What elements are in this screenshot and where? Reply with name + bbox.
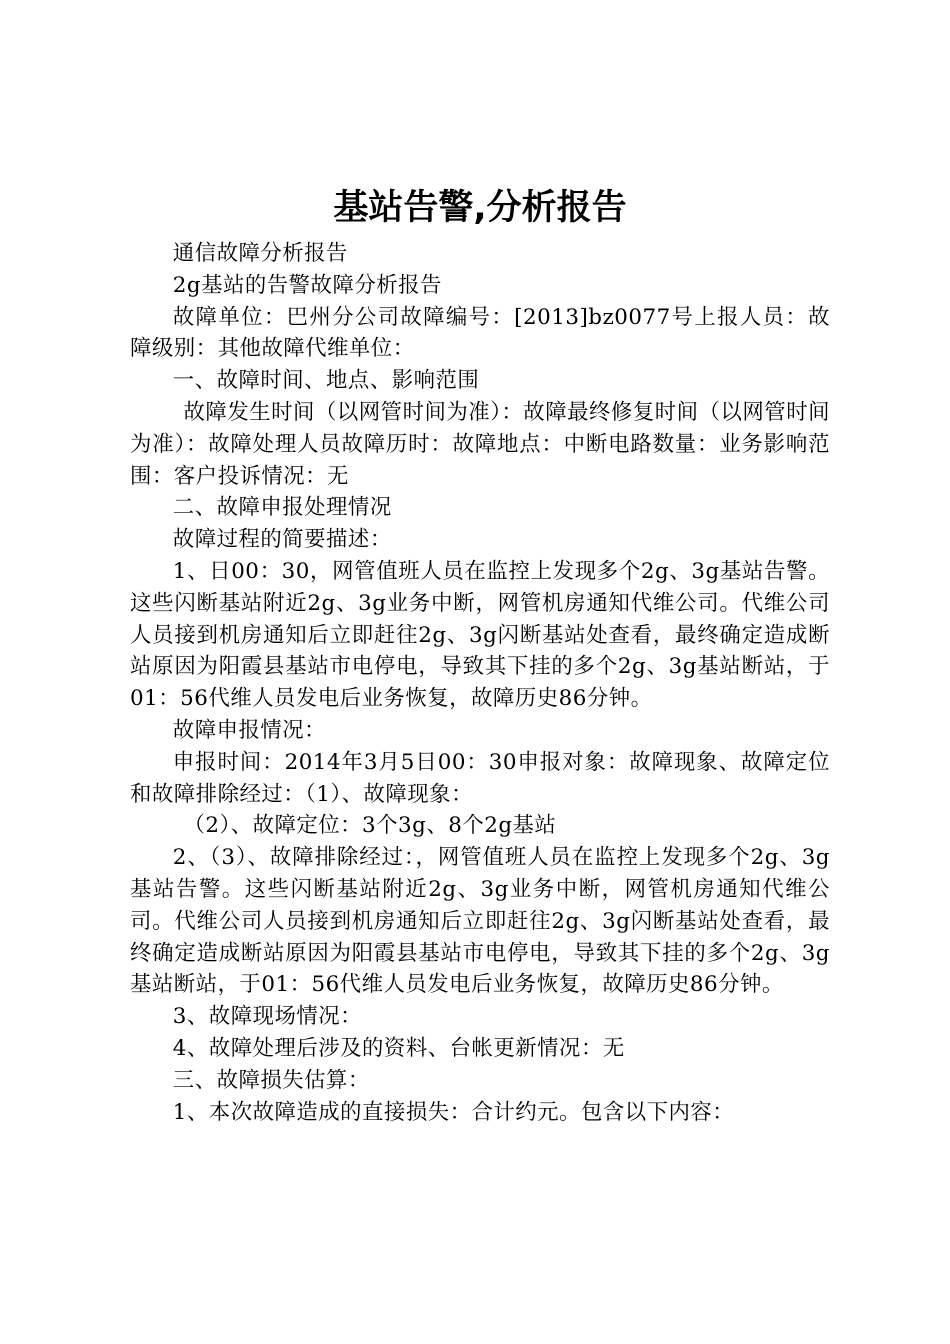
document-title: 基站告警,分析报告 xyxy=(333,188,627,228)
paragraph-site-situation: 3、故障现场情况： xyxy=(172,1004,363,1030)
paragraph-process-label: 故障过程的简要描述： xyxy=(172,527,392,553)
paragraph-report-status-label: 故障申报情况： xyxy=(172,717,327,743)
paragraph-fault-location: （2）、故障定位：3个3g、8个2g基站 xyxy=(183,813,557,839)
paragraph-direct-loss: 1、本次故障造成的直接损失：合计约元。包含以下内容： xyxy=(172,1099,735,1125)
paragraph-report-time: 申报时间：2014年3月5日00：30申报对象：故障现象、故障定位和故障排除经过：（1）、故障现象： xyxy=(130,749,830,807)
paragraph-fault-time: 故障发生时间（以网管时间为准）：故障最终修复时间（以网管时间为准）：故障处理人员故障历时：故障地点：中断电路数量：业务影响范围：客户投诉情况：无 xyxy=(130,399,830,489)
section-heading-time-location: 一、故障时间、地点、影响范围 xyxy=(172,368,480,394)
section-heading-loss-estimate: 三、故障损失估算： xyxy=(172,1067,370,1093)
paragraph-report-type: 通信故障分析报告 xyxy=(172,241,348,266)
paragraph-troubleshooting: 2、（3）、故障排除经过：，网管值班人员在监控上发现多个2g、3g基站告警。这些闪断基站附近2g、3g业务中断，网管机房通知代维公司。代维公司人员接到机房通知后立即赶往2g、3g闪断基站处查看，最终确定造成断站原因为阳霞县基站市电停电，导致其下挂的多个2g、3g基站断站，于01：56代维人员发电后业务恢复，故障历史86分钟。 xyxy=(130,845,830,998)
paragraph-process-description: 1、日00：30，网管值班人员在监控上发现多个2g、3g基站告警。这些闪断基站附近2g、3g业务中断，网管机房通知代维公司。代维公司人员接到机房通知后立即赶往2g、3g闪断基站处查看，最终确定造成断站原因为阳霞县基站市电停电，导致其下挂的多个2g、3g基站断站，于01：56代维人员发电后业务恢复，故障历史86分钟。 xyxy=(130,558,830,712)
section-heading-handling: 二、故障申报处理情况 xyxy=(172,495,392,521)
paragraph-report-subtitle: 2g基站的告警故障分析报告 xyxy=(172,272,442,298)
document-body xyxy=(130,238,830,1128)
paragraph-records-update: 4、故障处理后涉及的资料、台帐更新情况：无 xyxy=(172,1035,625,1061)
paragraph-fault-unit: 故障单位：巴州分公司故障编号：[2013]bz0077号上报人员：故障级别：其他故障代维单位： xyxy=(130,304,830,362)
document-page xyxy=(130,178,830,1128)
